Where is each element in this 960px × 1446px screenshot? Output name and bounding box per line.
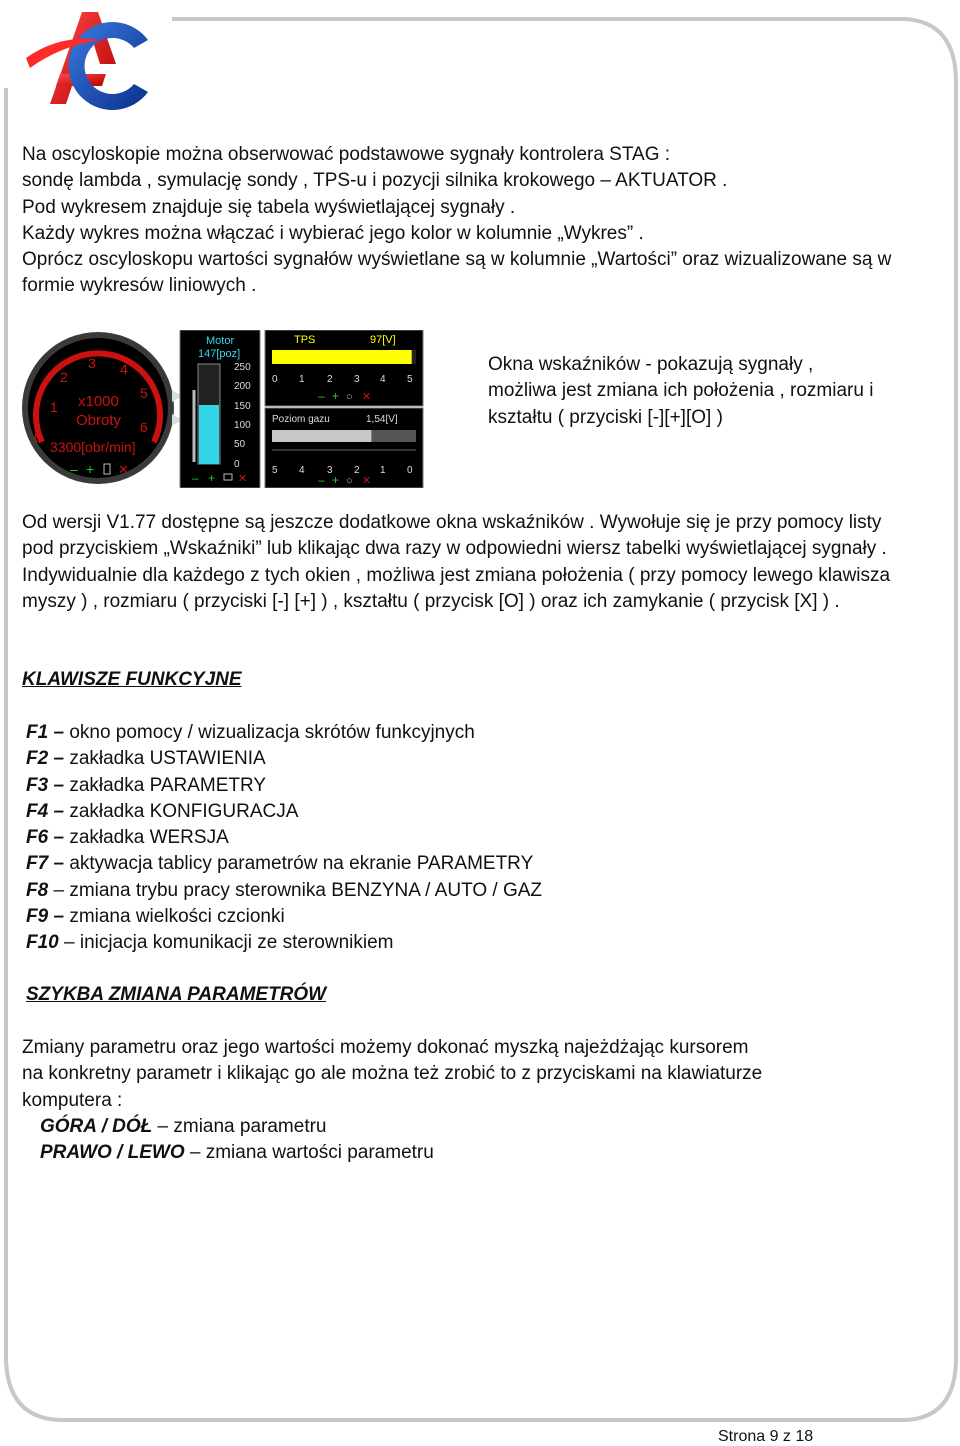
gauges-screenshot [22, 330, 424, 488]
version-line: myszy ) , rozmiaru ( przyciski [-] [+] ) , kształtu ( przycisk [O] ) oraz ich zamykanie ( przycisk [X] ) . [22, 590, 840, 612]
key-label: GÓRA / DÓŁ [40, 1116, 153, 1137]
plus-icon: + [332, 389, 340, 403]
intro-line: Pod wykresem znajduje się tabela wyświetlającej sygnały . [22, 196, 516, 218]
gas-tick: 4 [299, 465, 305, 476]
gas-value: 1,54[V] [366, 414, 398, 425]
function-key-row: F2 – zakładka USTAWIENIA [26, 748, 266, 770]
rpm-tick: 4 [120, 361, 128, 377]
tps-title: TPS [294, 334, 316, 346]
function-key-row: F4 – zakładka KONFIGURACJA [26, 800, 299, 822]
intro-line: Oprócz oscyloskopu wartości sygnałów wyświetlane są w kolumnie „Wartości” oraz wizualizowane są w [22, 249, 892, 271]
function-key-row: F8 – zmiana trybu pracy sterownika BENZYNA / AUTO / GAZ [26, 879, 543, 901]
gas-tick: 1 [380, 465, 386, 476]
fast-line: na konkretny parametr i klikając go ale można też zrobić to z przyciskami na klawiaturze [22, 1063, 763, 1085]
motor-title: Motor [206, 335, 235, 347]
rpm-tick: 1 [50, 399, 58, 415]
key-description: zakładka KONFIGURACJA [69, 800, 299, 822]
rpm-tick: 5 [140, 385, 148, 401]
shape-icon: ○ [346, 391, 353, 403]
motor-tick: 150 [234, 401, 251, 412]
version-line: pod przyciskiem „Wskaźniki” lub klikając dwa razy w odpowiedni wiersz tabelki wyświetlającej sygnały . [22, 538, 887, 560]
gas-tick: 3 [327, 465, 333, 476]
indicator-windows-description [488, 352, 873, 431]
side-line: kształtu ( przyciski [-][+][O] ) [488, 406, 723, 428]
fast-line: Zmiany parametru oraz jego wartości możemy dokonać myszką najeżdżając kursorem [22, 1037, 749, 1058]
motor-value: 147[poz] [198, 348, 241, 360]
key-description: zmiana wielkości czcionki [69, 906, 285, 928]
arrow-key-row: PRAWO / LEWO – zmiana wartości parametru [40, 1142, 434, 1164]
function-key-row: F9 – zmiana wielkości czcionki [26, 906, 285, 928]
gas-title: Poziom gazu [272, 414, 330, 425]
rpm-name: Obroty [76, 412, 122, 429]
motor-tick: 200 [234, 381, 251, 392]
plus-icon: + [332, 473, 340, 487]
tps-bar [272, 350, 412, 364]
tps-tick: 4 [380, 374, 386, 385]
fast-change-heading: SZYKBA ZMIANA PARAMETRÓW [26, 984, 327, 1005]
function-key-row: F1 – okno pomocy / wizualizacja skrótów funkcyjnych [26, 722, 475, 743]
tps-value: 97[V] [370, 334, 396, 346]
key-description: inicjacja komunikacji ze sterownikiem [79, 932, 394, 954]
function-key-row: F7 – aktywacja tablicy parametrów na ekranie PARAMETRY [26, 853, 534, 875]
key-label: F1 [26, 722, 49, 743]
arrow-key-row: GÓRA / DÓŁ – zmiana parametru [40, 1116, 327, 1137]
tps-gauge [265, 330, 423, 406]
motor-tick: 100 [234, 420, 251, 431]
intro-line: formie wykresów liniowych . [22, 275, 257, 297]
plus-icon: + [86, 461, 95, 477]
key-label: F3 [26, 774, 49, 796]
gas-level-gauge [265, 408, 423, 488]
key-label: PRAWO / LEWO [40, 1142, 185, 1164]
version-paragraph [22, 510, 890, 615]
version-line: Od wersji V1.77 dostępne są jeszcze dodatkowe okna wskaźników . Wywołuje się je przy pomocy listy [22, 512, 882, 533]
tps-tick: 5 [407, 374, 413, 385]
minus-icon: – [192, 471, 199, 485]
key-label: F7 [26, 853, 49, 875]
key-description: aktywacja tablicy parametrów na ekranie PARAMETRY [69, 853, 534, 875]
key-label: F8 [26, 879, 49, 901]
function-key-row: F3 – zakładka PARAMETRY [26, 774, 267, 796]
rpm-gauge [22, 332, 182, 484]
key-label: F10 [26, 932, 59, 954]
rpm-tick: 6 [140, 419, 148, 435]
gas-tick: 2 [354, 465, 360, 476]
intro-line: Każdy wykres można włączać i wybierać jego kolor w kolumnie „Wykres” . [22, 222, 644, 244]
version-line: Indywidualnie dla każdego z tych okien , możliwa jest zmiana położenia ( przy pomocy lewego klawisza [22, 564, 891, 586]
rpm-tick: 2 [60, 369, 68, 385]
gas-tick: 5 [272, 465, 278, 476]
close-icon: ✕ [362, 391, 372, 403]
key-description: zakładka PARAMETRY [69, 774, 267, 796]
tps-tick: 2 [327, 374, 333, 385]
key-description: zakładka WERSJA [69, 827, 229, 849]
gas-tick: 0 [407, 465, 413, 476]
fast-change-paragraph [22, 1035, 762, 1114]
gas-bar [272, 430, 371, 442]
key-label: F6 [26, 827, 49, 849]
tps-tick: 1 [299, 374, 305, 385]
side-line: Okna wskaźników - pokazują sygnały , [488, 354, 814, 375]
intro-paragraph [22, 142, 891, 300]
rpm-tick: 3 [88, 355, 96, 371]
motor-gauge [180, 330, 260, 488]
key-description: zmiana wartości parametru [205, 1142, 434, 1164]
close-icon: ✕ [118, 462, 129, 477]
arrow-keys-list [40, 1114, 434, 1167]
rpm-value: 3300[obr/min] [50, 439, 136, 455]
motor-bar [199, 405, 219, 464]
ac-logo [20, 4, 160, 122]
key-label: F9 [26, 906, 49, 928]
key-description: zakładka USTAWIENIA [69, 748, 266, 770]
key-label: F2 [26, 748, 49, 770]
function-key-row: F10 – inicjacja komunikacji ze sterownikiem [26, 932, 394, 954]
rpm-multiplier: x1000 [78, 393, 119, 410]
minus-icon: – [318, 473, 325, 487]
tps-tick: 0 [272, 374, 278, 385]
shape-icon: ○ [346, 475, 353, 487]
function-key-row: F6 – zakładka WERSJA [26, 827, 229, 849]
key-label: F4 [26, 800, 49, 822]
key-description: okno pomocy / wizualizacja skrótów funkcyjnych [69, 722, 475, 743]
intro-line: sondę lambda , symulację sondy , TPS-u i pozycji silnika krokowego – AKTUATOR . [22, 170, 728, 192]
minus-icon: – [70, 461, 78, 477]
close-icon: ✕ [362, 475, 372, 487]
key-description: zmiana parametru [173, 1116, 327, 1137]
motor-tick: 0 [234, 459, 240, 470]
minus-icon: – [318, 389, 325, 403]
side-line: możliwa jest zmiana ich położenia , rozmiaru i [488, 380, 874, 402]
intro-line: Na oscyloskopie można obserwować podstawowe sygnały kontrolera STAG : [22, 144, 671, 165]
motor-tick: 50 [234, 439, 246, 450]
close-icon: ✕ [238, 473, 248, 485]
page-number: Strona 9 z 18 [718, 1428, 814, 1445]
function-keys-list [26, 720, 542, 957]
rpm-tick: 0 [34, 429, 42, 445]
motor-tick: 250 [234, 362, 251, 373]
fast-line: komputera : [22, 1089, 123, 1111]
tps-tick: 3 [354, 374, 360, 385]
plus-icon: + [208, 471, 216, 485]
function-keys-heading: KLAWISZE FUNKCYJNE [22, 669, 242, 690]
key-description: zmiana trybu pracy sterownika BENZYNA / AUTO / GAZ [69, 879, 543, 901]
